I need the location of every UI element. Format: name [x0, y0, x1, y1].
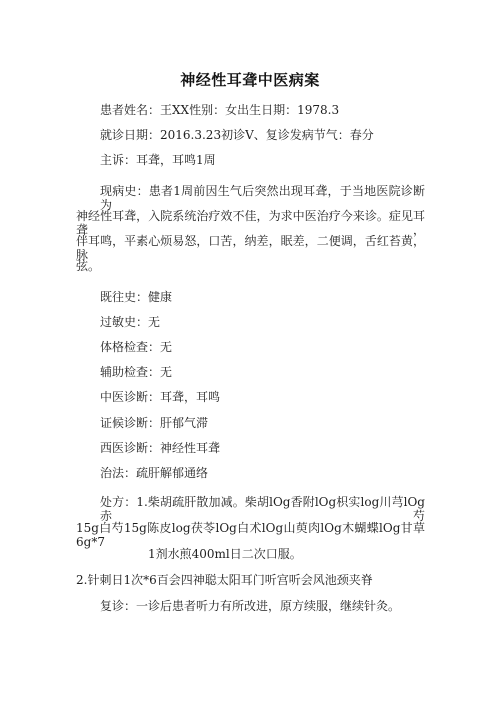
present-history-line-1: 现病史：患者1周前因生气后突然出现耳聋，于当地医院诊断为: [100, 184, 425, 212]
followup-line: 复诊：一诊后患者听力有所改进，原方续服，继续针灸。: [100, 599, 401, 613]
page-title: 神经性耳聋中医病案: [180, 71, 320, 89]
prescription-line-1: 处方：1.柴胡疏肝散加减。柴胡lOg香附lOg枳实log川芎lOg赤芍: [100, 495, 425, 523]
syndrome-diagnosis-line: 证候诊断：肝郁气滞: [100, 416, 209, 430]
prescription-line-2: 15g白芍15g陈皮log茯苓lOg白术lOg山萸肉lOg木蝴蝶lOg甘草6g*7: [76, 521, 425, 549]
treatment-principle-line: 治法：疏肝解郁通络: [100, 466, 209, 480]
visit-info-line: 就诊日期：2016.3.23初诊V、复诊发病节气：春分: [100, 128, 374, 142]
prescription-line-3: 1剂水煎400ml日二次口服。: [148, 547, 302, 561]
past-history-line: 既往史：健康: [100, 290, 173, 304]
acupuncture-line: 2.针刺日1次*6百会四神聪太阳耳门听宫听会风池颈夹脊: [76, 573, 373, 587]
present-history-line-2: 神经性耳聋，入院系统治疗效不佳，为求中医治疗今来诊。症见耳聋，: [76, 209, 425, 237]
tcm-diagnosis-line: 中医诊断：耳聋，耳鸣: [100, 390, 221, 404]
physical-exam-line: 体格检查：无: [100, 340, 173, 354]
auxiliary-exam-line: 辅助检查：无: [100, 365, 173, 379]
allergy-line: 过敏史：无: [100, 315, 161, 329]
present-history-line-4: 弦。: [76, 259, 101, 273]
western-diagnosis-line: 西医诊断：神经性耳聋: [100, 441, 221, 455]
present-history-line-3: 伴耳鸣，平素心烦易怒，口苦，纳差，眠差，二便调，舌红苔黄，脉: [76, 234, 425, 262]
chief-complaint-line: 主诉：耳聋，耳鸣1周: [100, 153, 216, 167]
patient-info-line: 患者姓名：王XX性别：女出生日期：1978.3: [100, 103, 340, 117]
